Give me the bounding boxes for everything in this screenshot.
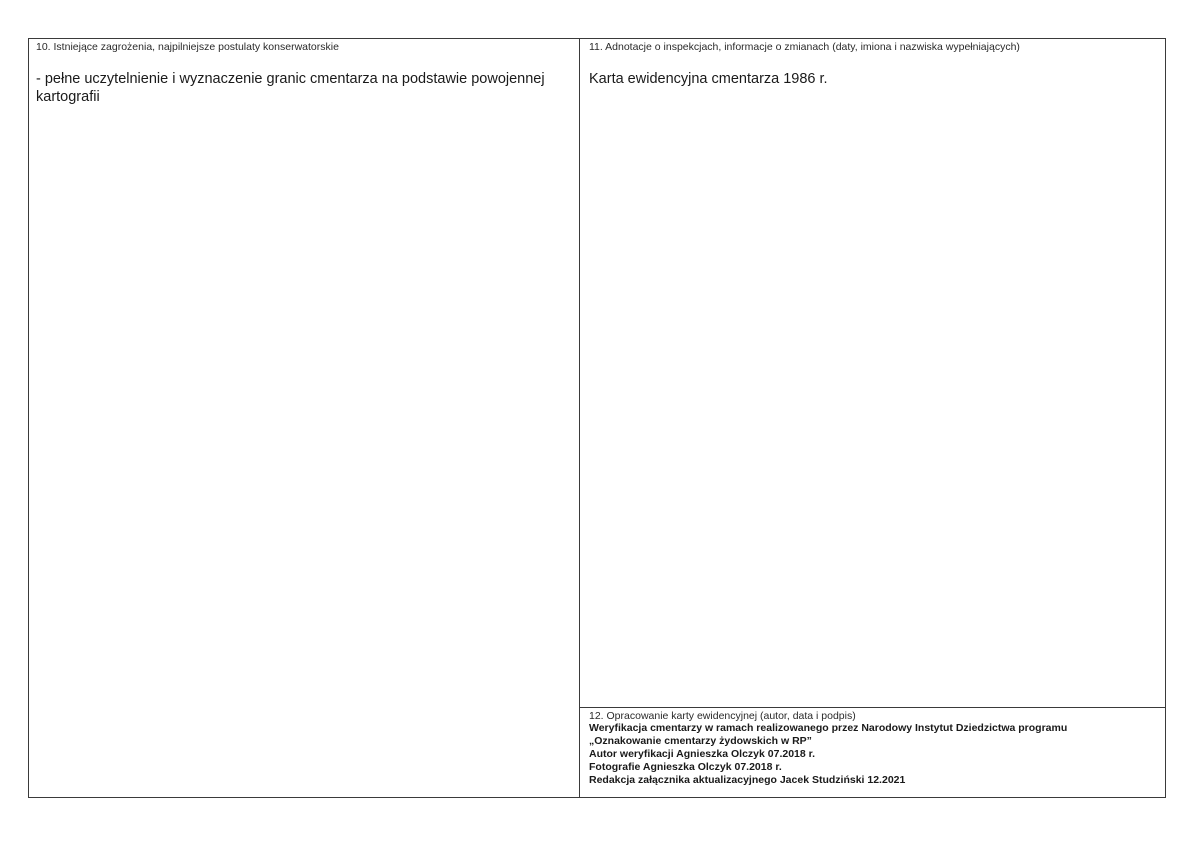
section-11-body: Karta ewidencyjna cmentarza 1986 r.	[589, 71, 828, 87]
section-12-line: Weryfikacja cmentarzy w ramach realizowanego przez Narodowy Instytut Dziedzictwa programu	[589, 722, 1068, 734]
section-12-label: 12. Opracowanie karty ewidencyjnej (autor, data i podpis)	[589, 710, 856, 722]
form-frame	[28, 38, 1166, 798]
section-10-body-line: - pełne uczytelnienie i wyznaczenie granic cmentarza na podstawie powojennej	[36, 71, 545, 87]
column-divider	[579, 38, 580, 798]
section-10-label: 10. Istniejące zagrożenia, najpilniejsze postulaty konserwatorskie	[36, 41, 339, 53]
section-12-line: Autor weryfikacji Agnieszka Olczyk 07.2018 r.	[589, 748, 816, 760]
section-11-label: 11. Adnotacje o inspekcjach, informacje o zmianach (daty, imiona i nazwiska wypełniających)	[589, 41, 1020, 53]
section-12-body	[589, 722, 1067, 787]
row-divider	[579, 707, 1166, 708]
section-12-line: Redakcja załącznika aktualizacyjnego Jacek Studziński 12.2021	[589, 774, 906, 786]
section-10-body-line: kartografii	[36, 89, 100, 105]
section-12-line: „Oznakowanie cmentarzy żydowskich w RP”	[589, 735, 812, 747]
section-12-line: Fotografie Agnieszka Olczyk 07.2018 r.	[589, 761, 782, 773]
section-10-body	[36, 70, 545, 106]
